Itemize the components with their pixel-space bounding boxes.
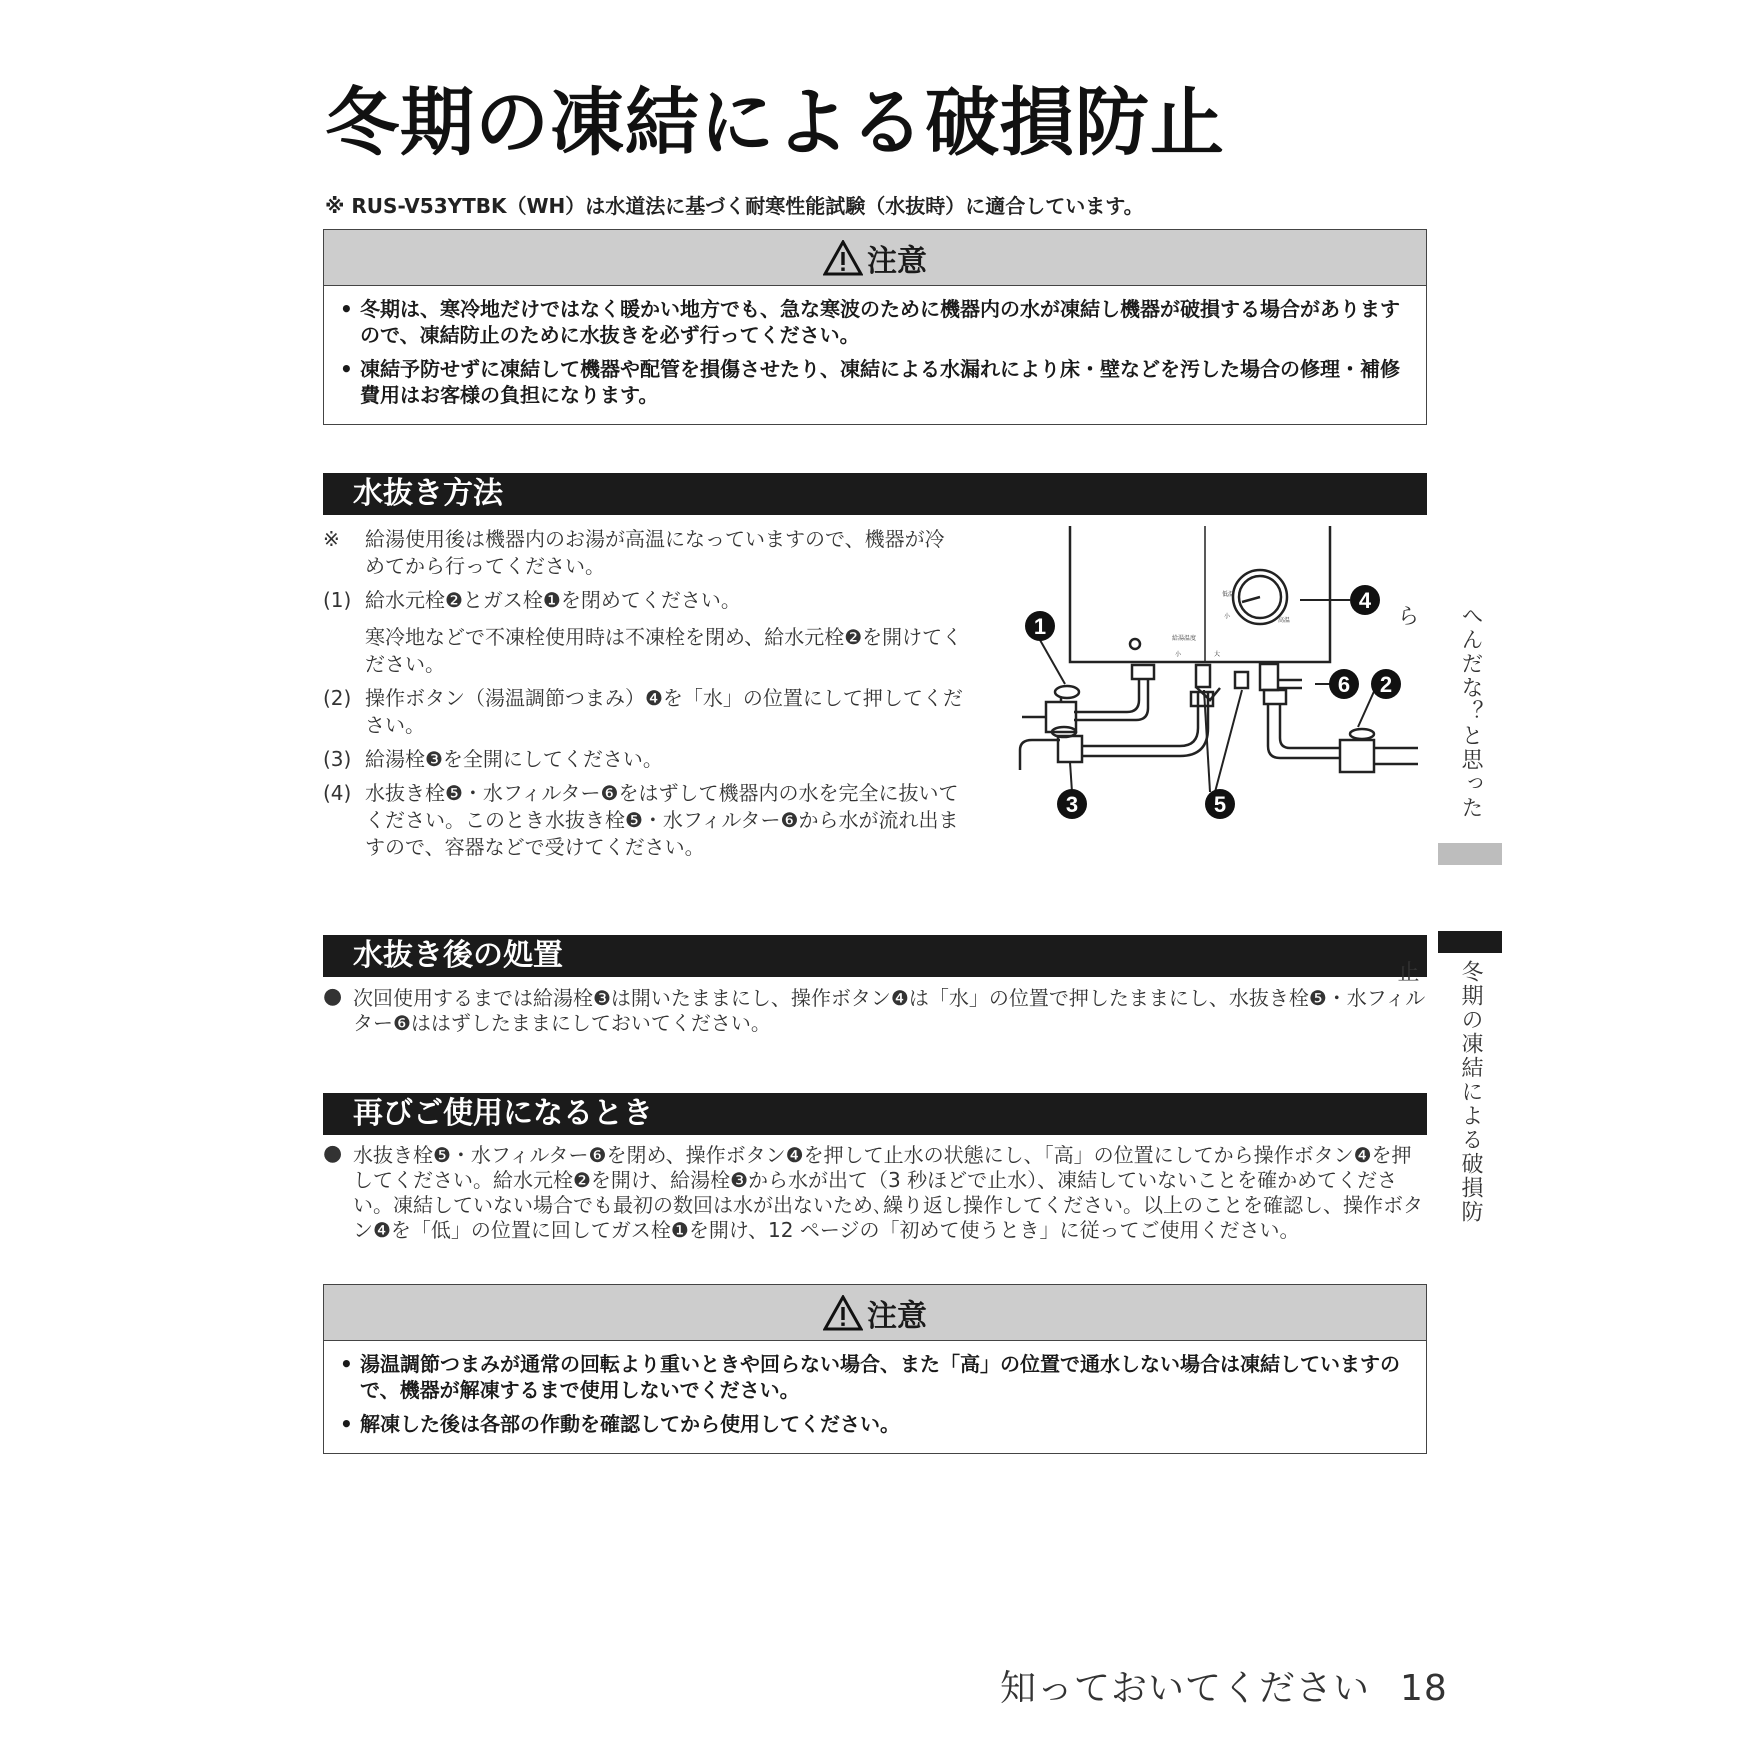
step-mark: (2)	[323, 686, 352, 710]
after-drain-paragraph	[323, 986, 1431, 1046]
bullet-dot: ●	[323, 1141, 343, 1166]
dial-label: 大	[1214, 651, 1221, 658]
svg-text:2: 2	[1379, 672, 1393, 697]
side-tab-active-marker	[1438, 931, 1502, 953]
footer-label: 知っておいてください	[1000, 1668, 1371, 1709]
step-item	[323, 526, 963, 580]
dial-label: 小	[1175, 651, 1182, 658]
dial-label: 高温	[1278, 617, 1291, 624]
section-heading-after-drain: 水抜き後の処置	[323, 935, 1427, 977]
side-tab-troubleshooting[interactable]: へんだな？と思ったら	[1394, 604, 1483, 820]
page-footer	[1000, 1660, 1448, 1711]
svg-text:5: 5	[1213, 792, 1227, 817]
step-item	[323, 685, 963, 739]
step-text: 操作ボタン（湯温調節つまみ）❹を「水」の位置にして押してください。	[365, 686, 963, 737]
step-text: 水抜き栓❺・水フィルター❻をはずして機器内の水を完全に抜いてください。このとき水抜き栓❺・水フィルター❻から水が流れ出ますので、容器などで受けてください。	[365, 781, 959, 859]
page-number: 18	[1400, 1668, 1448, 1709]
caution-item: • 湯温調節つまみが通常の回転より重いときや回らない場合、また「高」の位置で通水しない場合は凍結していますので、機器が解凍するまで使用しないでください。	[338, 1351, 1410, 1403]
callout-3	[1057, 789, 1087, 819]
heater-diagram	[1010, 522, 1420, 832]
paragraph-text: 水抜き栓❺・水フィルター❻を閉め、操作ボタン❹を押して止水の状態にし、「高」の位置にしてから操作ボタン❹を押してください。給水元栓❷を開け、給湯栓❸から水が出て（3 秒ほどで止水）、凍結していないことを確かめてください。凍結していない場合でも最初の数回は水が出ないため､繰り返し操作してください。以上のことを確認し、操作ボタン❹を「低」の位置に回してガス栓❶を開け、12 ページの「初めて使うとき」に従ってご使用ください。	[353, 1143, 1423, 1242]
svg-text:4: 4	[1358, 588, 1372, 613]
callout-1	[1025, 611, 1055, 641]
caution-list	[324, 1341, 1426, 1453]
warning-triangle-icon	[823, 1295, 863, 1331]
step-mark: (1)	[323, 588, 352, 612]
section-heading-reuse: 再びご使用になるとき	[323, 1093, 1427, 1135]
step-text: 給湯栓❸を全開にしてください。	[365, 747, 663, 771]
step-text: 給水元栓❷とガス栓❶を閉めてください。	[365, 588, 741, 612]
compliance-note: ※ RUS-V53YTBK（WH）は水道法に基づく耐寒性能試験（水抜時）に適合しています。	[325, 194, 1144, 218]
warning-triangle-icon	[823, 240, 863, 276]
page-title: 冬期の凍結による破損防止	[325, 80, 1225, 166]
caution-item: • 冬期は、寒冷地だけではなく暖かい地方でも、急な寒波のために機器内の水が凍結し機器が破損する場合がありますので、凍結防止のために水抜きを必ず行ってください。	[338, 296, 1410, 348]
caution-item: • 凍結予防せずに凍結して機器や配管を損傷させたり、凍結による水漏れにより床・壁などを汚した場合の修理・補修費用はお客様の負担になります。	[338, 356, 1410, 408]
step-item	[323, 587, 963, 614]
section-heading-drain: 水抜き方法	[323, 473, 1427, 515]
step-item	[323, 780, 963, 861]
dial-label: 低温	[1222, 591, 1235, 598]
callout-6	[1329, 669, 1359, 699]
caution-title: 注意	[867, 243, 927, 279]
caution-title: 注意	[867, 1298, 927, 1334]
side-tab-freeze-prevention[interactable]: 冬期の凍結による破損防止	[1394, 960, 1483, 1224]
bullet-dot: ●	[323, 984, 343, 1009]
caution-header	[324, 1285, 1426, 1341]
drain-steps	[323, 526, 963, 868]
reuse-paragraph	[323, 1143, 1431, 1253]
step-mark: ※	[323, 527, 340, 551]
caution-list	[324, 286, 1426, 424]
svg-text:6: 6	[1337, 672, 1351, 697]
side-tab-gray-marker	[1438, 843, 1502, 865]
callout-2	[1371, 669, 1401, 699]
step-item	[323, 624, 963, 678]
step-text: 給湯使用後は機器内のお湯が高温になっていますので、機器が冷めてから行ってください。	[365, 527, 945, 578]
dial-label: 小	[1224, 613, 1231, 620]
svg-text:1: 1	[1033, 614, 1047, 639]
caution-box-top	[323, 229, 1427, 425]
step-mark: (4)	[323, 781, 352, 805]
callout-5	[1205, 789, 1235, 819]
step-mark: (3)	[323, 747, 352, 771]
caution-item: • 解凍した後は各部の作動を確認してから使用してください。	[338, 1411, 1410, 1437]
caution-header	[324, 230, 1426, 286]
step-item	[323, 746, 963, 773]
svg-text:3: 3	[1065, 792, 1079, 817]
caution-box-bottom	[323, 1284, 1427, 1454]
paragraph-text: 次回使用するまでは給湯栓❸は開いたままにし、操作ボタン❹は「水」の位置で押したままにし、水抜き栓❺・水フィルター❻ははずしたままにしておいてください。	[353, 986, 1426, 1035]
dial-label: 給湯温度	[1172, 635, 1197, 642]
step-text: 寒冷地などで不凍栓使用時は不凍栓を閉め、給水元栓❷を開けてください。	[365, 625, 963, 676]
